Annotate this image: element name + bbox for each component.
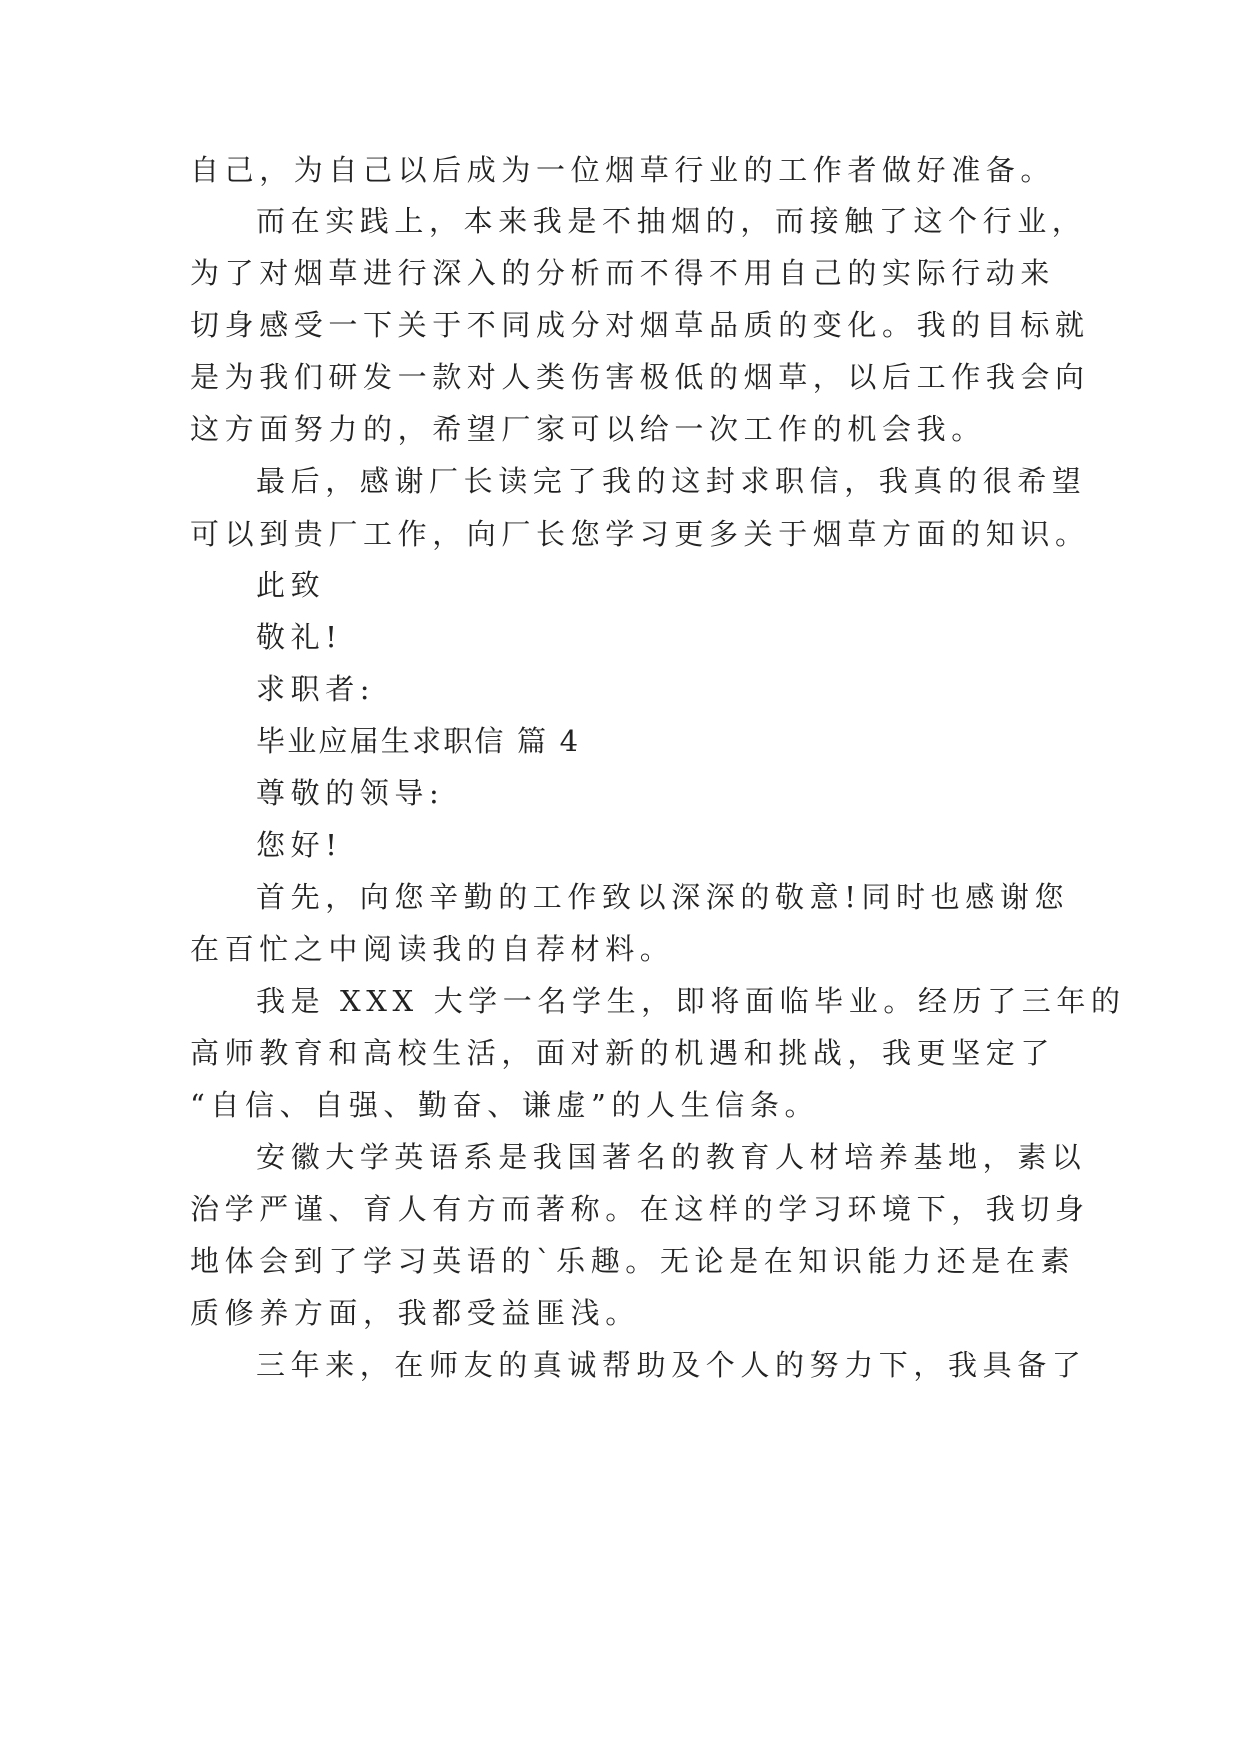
text-line: 三年来，在师友的真诚帮助及个人的努力下，我具备了 [256,1348,1087,1382]
text-line: 首先，向您辛勤的工作致以深深的敬意!同时也感谢您 [256,880,1070,914]
text-line: 高师教育和高校生活，面对新的机遇和挑战，我更坚定了 [190,1036,1056,1070]
text-line: 最后，感谢厂长读完了我的这封求职信，我真的很希望 [256,464,1087,498]
text-line: 切身感受一下关于不同成分对烟草品质的变化。我的目标就 [190,308,1090,342]
text-line: 这方面努力的，希望厂家可以给一次工作的机会我。 [190,412,986,446]
text-line: 我是 XXX 大学一名学生，即将面临毕业。经历了三年的 [256,984,1126,1018]
greeting-line: 您好! [256,828,343,862]
closing-salutation: 此致 [256,568,326,602]
text-line: 自己，为自己以后成为一位烟草行业的工作者做好准备。 [190,153,1056,187]
text-line: 治学严谨、育人有方而著称。在这样的学习环境下，我切身 [190,1192,1090,1226]
applicant-label: 求职者: [256,672,376,706]
closing-respect: 敬礼! [256,620,343,654]
text-line: 是为我们研发一款对人类伤害极低的烟草，以后工作我会向 [190,360,1090,394]
text-line: 安徽大学英语系是我国著名的教育人材培养基地，素以 [256,1140,1087,1174]
section-title: 毕业应届生求职信 篇 4 [256,724,581,758]
text-line: 可以到贵厂工作，向厂长您学习更多关于烟草方面的知识。 [190,517,1090,551]
text-line: 在百忙之中阅读我的自荐材料。 [190,932,675,966]
text-line: 而在实践上，本来我是不抽烟的，而接触了这个行业， [256,204,1087,238]
text-line: 质修养方面，我都受益匪浅。 [190,1296,640,1330]
text-line: 为了对烟草进行深入的分析而不得不用自己的实际行动来 [190,256,1056,290]
text-line: 地体会到了学习英语的`乐趣。无论是在知识能力还是在素 [190,1244,1076,1278]
greeting-line: 尊敬的领导: [256,776,445,810]
text-line: “自信、自强、勤奋、谦虚”的人生信条。 [190,1088,820,1122]
